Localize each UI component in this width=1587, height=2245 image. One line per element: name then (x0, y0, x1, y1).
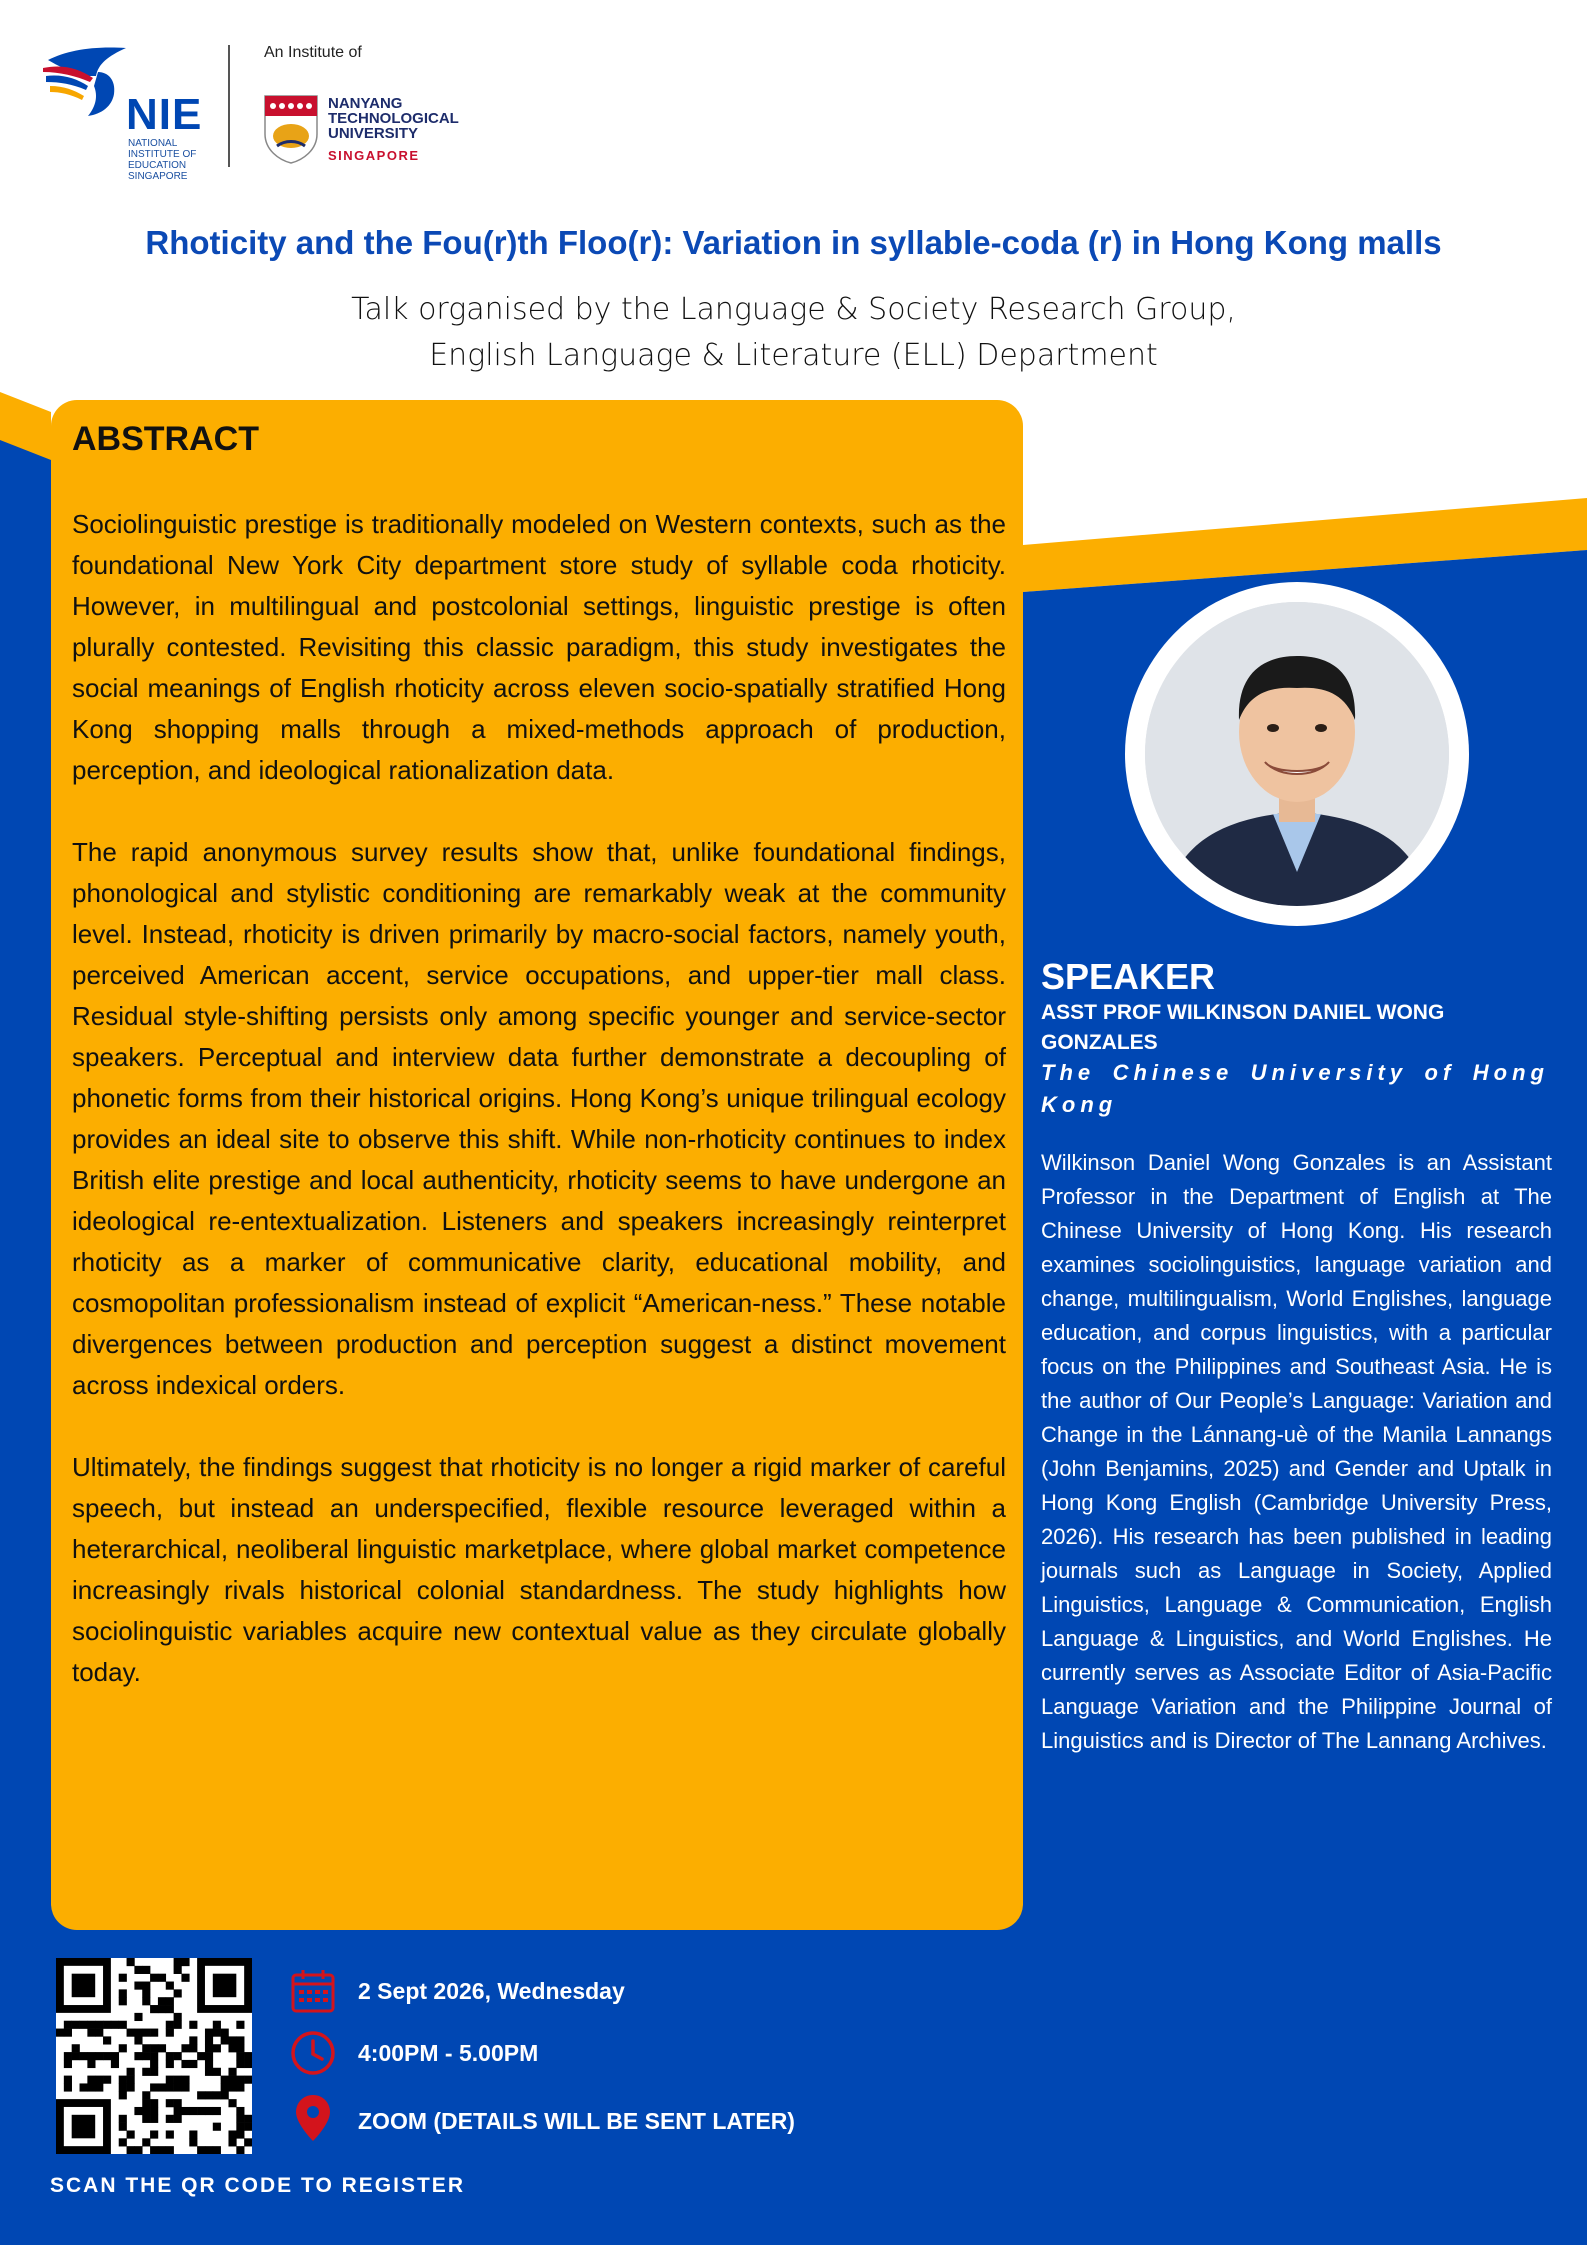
abstract-paragraph: The rapid anonymous survey results show that, unlike foundational findings, phonological and stylistic conditioning are remarkably weak at the community level. Instead, rhoticity is driven primarily by macro-social factors, namely youth, perceived American accent, service occupations, and upper-tier mall class. Residual style-shifting persists only among specific younger and service-sector speakers. Perceptual and interview data further demonstrate a decoupling of phonetic forms from their historical origins. Hong Kong’s unique trilingual ecology provides an ideal site to observe this shift. While non-rhoticity continues to index British elite prestige and local authenticity, rhoticity seems to have undergone an ideological re-entextualization. Listeners and speakers increasingly reinterpret rhoticity as a marker of communicative clarity, educational mobility, and cosmopolitan professionalism instead of explicit “American-ness.” These notable divergences between production and perception suggest a distinct movement across indexical orders. (72, 837, 1006, 1400)
ntu-crest-icon (263, 94, 319, 164)
header-divider (228, 45, 230, 167)
speaker-affiliation: The Chinese University of Hong Kong (1041, 1060, 1549, 1117)
speaker-heading: SPEAKER (1041, 956, 1216, 997)
speaker-photo (1145, 602, 1449, 906)
event-date: 2 Sept 2026, Wednesday (358, 1978, 625, 2004)
qr-caption: SCAN THE QR CODE TO REGISTER (50, 2174, 465, 2197)
nie-wordmark: NIE (126, 90, 203, 139)
speaker-name: ASST PROF WILKINSON DANIEL WONG GONZALES (1041, 1001, 1445, 1054)
abstract-paragraph: Ultimately, the findings suggest that rhoticity is no longer a rigid marker of careful speech, but instead an underspecified, flexible resource leveraged within a heterarchical, neoliberal linguistic marketplace, where global market competence increasingly rivals historical colonial standardness. The study highlights how sociolinguistic variables acquire new contextual value as they circulate globally today. (72, 1452, 1006, 1687)
institute-of-label: An Institute of (264, 44, 362, 61)
nie-lion-icon (38, 42, 133, 122)
subtitle-line-1: Talk organised by the Language & Society Research Group, (351, 292, 1236, 327)
location-pin-icon (288, 2093, 338, 2143)
nie-logo (38, 42, 208, 182)
ntu-country: SINGAPORE (328, 148, 420, 163)
clock-icon (288, 2028, 338, 2078)
abstract-body (72, 504, 1006, 1734)
event-time: 4:00PM - 5.00PM (358, 2040, 539, 2066)
registration-qr-code[interactable] (56, 1958, 252, 2154)
nie-subtitle: NATIONAL INSTITUTE OF EDUCATION SINGAPORE (128, 138, 197, 182)
subtitle-line-2: English Language & Literature (ELL) Department (429, 338, 1158, 373)
speaker-bio: Wilkinson Daniel Wong Gonzales is an Assistant Professor in the Department of English at The Chinese University of Hong Kong. His research examines sociolinguistics, language variation and change, multilingualism, World Englishes, language education, and corpus linguistics, with a particular focus on the Philippines and Southeast Asia. He is the author of Our People’s Language: Variation and Change in the Lánnang-uè of the Manila Lannangs (John Benjamins, 2025) and Gender and Uptalk in Hong Kong English (Cambridge University Press, 2026). His research has been published in leading journals such as Language in Society, Applied Linguistics, Language & Communication, English Language & Linguistics, and World Englishes. He currently serves as Associate Editor of Asia-Pacific Language Variation and the Philippine Journal of Linguistics and is Director of The Lannang Archives. (1041, 1150, 1552, 1753)
calendar-icon (288, 1966, 338, 2016)
qr-code-icon (56, 1958, 252, 2154)
event-venue: ZOOM (DETAILS WILL BE SENT LATER) (358, 2108, 795, 2134)
event-title: Rhoticity and the Fou(r)th Floo(r): Variation in syllable-coda (r) in Hong Kong malls (145, 224, 1442, 261)
ntu-name (328, 96, 498, 141)
abstract-heading: ABSTRACT (72, 420, 259, 458)
speaker-portrait-icon (1145, 602, 1449, 906)
event-subtitle (0, 287, 1587, 379)
ntu-name-text: NANYANG TECHNOLOGICAL UNIVERSITY (328, 95, 459, 142)
abstract-paragraph: Sociolinguistic prestige is traditionally modeled on Western contexts, such as the foundational New York City department store study of syllable coda rhoticity. However, in multilingual and postcolonial settings, linguistic prestige is often plurally contested. Revisiting this classic paradigm, this study investigates the social meanings of English rhoticity across eleven socio-spatially stratified Hong Kong shopping malls through a mixed-methods approach of production, perception, and ideological rationalization data. (72, 509, 1006, 785)
